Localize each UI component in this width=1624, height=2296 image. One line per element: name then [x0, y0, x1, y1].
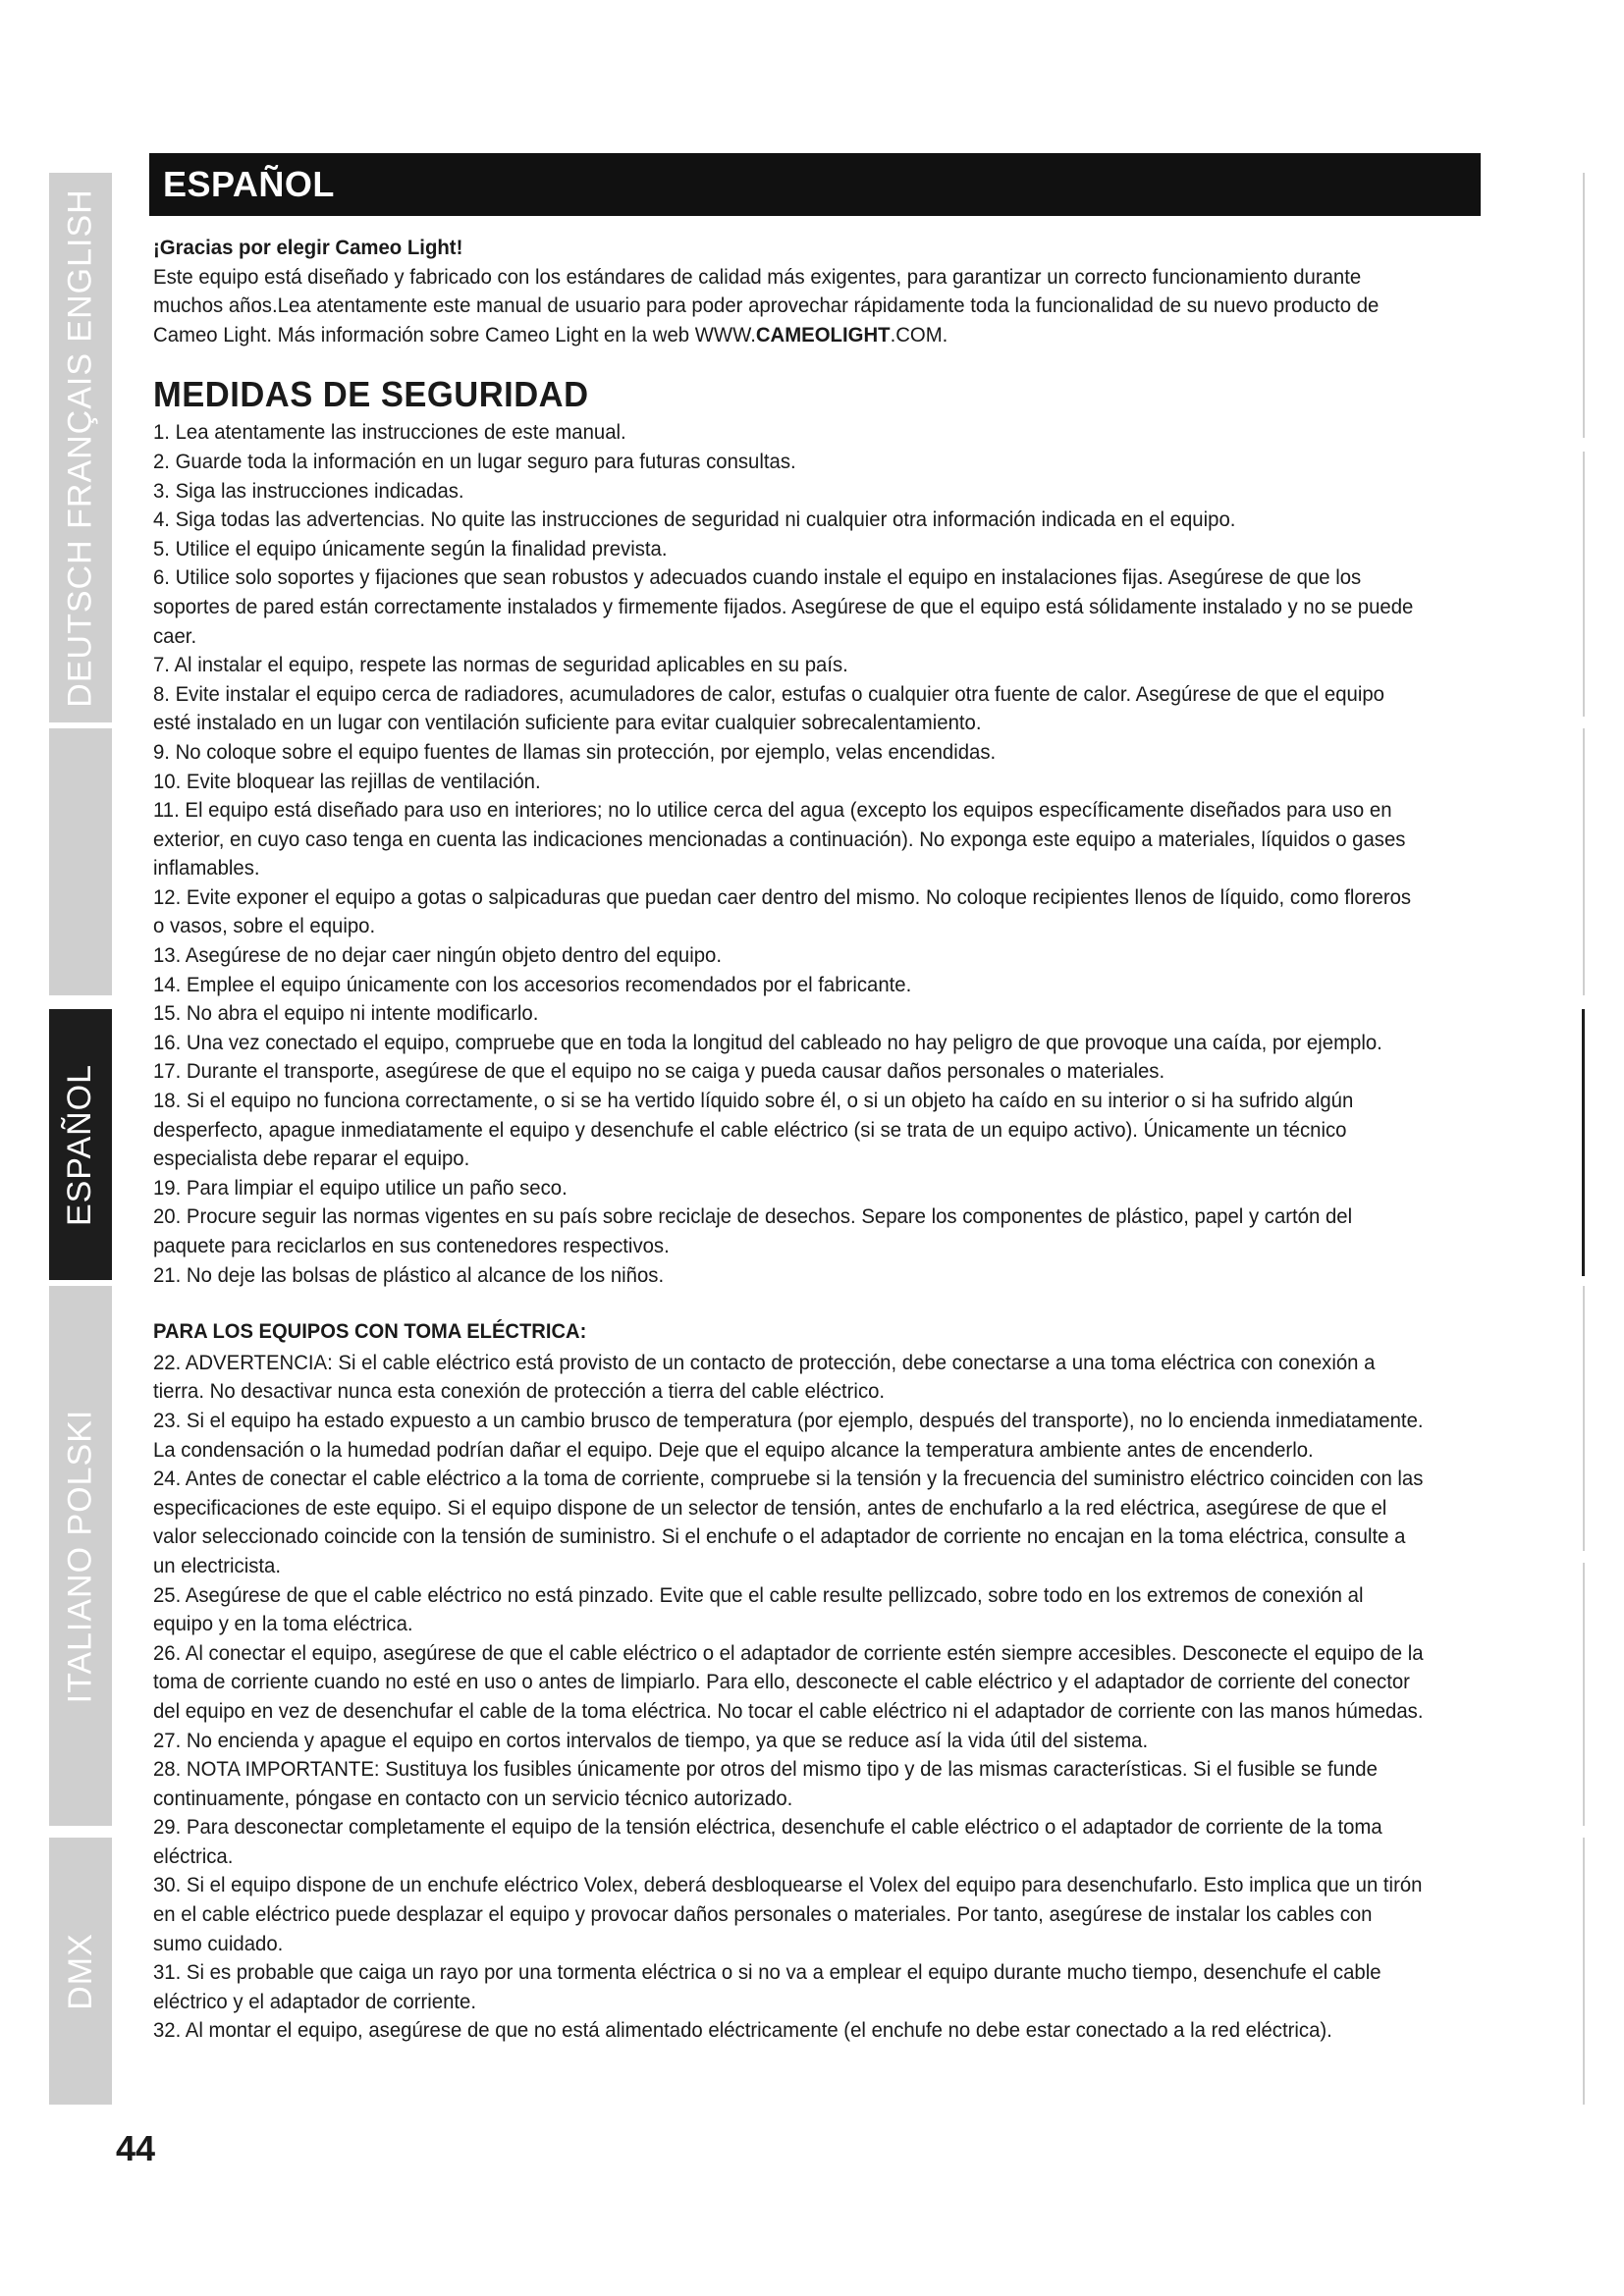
- side-tab-italiano-polski[interactable]: [49, 1286, 112, 1826]
- list-item: 4. Siga todas las advertencias. No quite las instrucciones de seguridad ni cualquier otra información indicada en el equipo.: [153, 508, 1236, 532]
- list-item: 20. Procure seguir las normas vigentes en su país sobre reciclaje de desechos. Separe los componentes de plástico, papel y cartón del paquete para reciclarlos en sus contenedores respectivos.: [153, 1205, 1353, 1257]
- list-item: 7. Al instalar el equipo, respete las normas de seguridad aplicables en su país.: [153, 654, 848, 677]
- right-index-line: [1583, 1838, 1585, 2105]
- list-item: 21. No deje las bolsas de plástico al alcance de los niños.: [153, 1263, 665, 1287]
- list-item: 6. Utilice solo soportes y fijaciones que sean robustos y adecuados cuando instale el equipo en instalaciones fijas. Asegúrese de que los soportes de pared están correctamente instalados y firmemente fijados. Asegúrese de que el equipo está sólidamente instalado y no se puede caer.: [153, 566, 1414, 648]
- list-item: 31. Si es probable que caiga un rayo por una tormenta eléctrica o si no va a emplear el equipo durante mucho tiempo, desenchufe el cable eléctrico y el adaptador de corriente.: [153, 1961, 1381, 2013]
- right-index-line: [1583, 452, 1585, 717]
- list-item: 19. Para limpiar el equipo utilice un paño seco.: [153, 1176, 568, 1200]
- safety-list: [153, 418, 1426, 1290]
- right-index-line: [1583, 728, 1585, 995]
- list-item: 11. El equipo está diseñado para uso en interiores; no lo utilice cerca del agua (excepto los equipos específicamente diseñados para uso en exterior, en cuyo caso tenga en cuenta las indicaciones mencionadas a continuación). No exponga este equipo a materiales, líquidos o gases inflamables.: [153, 799, 1406, 881]
- list-item: 8. Evite instalar el equipo cerca de radiadores, acumuladores de calor, estufas o cualquier otra fuente de calor. Asegúrese de que el equipo esté instalado en un lugar con ventilación suficiente para evitar cualquier sobrecalentamiento.: [153, 682, 1384, 735]
- section-header-title: ESPAÑOL: [163, 164, 335, 204]
- intro-text-end: .COM.: [890, 323, 948, 347]
- list-item: 23. Si el equipo ha estado expuesto a un cambio brusco de temperatura (por ejemplo, después del transporte), no lo encienda inmediatamente. La condensación o la humedad podrían dañar el equipo. Deje que el equipo alcance la temperatura ambiente antes de encenderlo.: [153, 1409, 1424, 1462]
- list-item: 26. Al conectar el equipo, asegúrese de que el cable eléctrico o el adaptador de corriente estén siempre accesibles. Desconecte el equipo de la toma de corriente cuando no esté en uso o antes de limpiarlo. Para ello, desconecte el cable eléctrico y el adaptador de corriente del conector del equipo en vez de desenchufar el cable de la toma eléctrica. No tocar el cable eléctrico ni el adaptador de corriente con las manos húmedas.: [153, 1641, 1424, 1723]
- side-tab-label: ESPAÑOL: [61, 1063, 99, 1226]
- safety-title: MEDIDAS DE SEGURIDAD: [153, 374, 589, 415]
- list-item: 12. Evite exponer el equipo a gotas o salpicaduras que puedan caer dentro del mismo. No coloque recipientes llenos de líquido, como floreros o vasos, sobre el equipo.: [153, 885, 1412, 938]
- list-item: 18. Si el equipo no funciona correctamente, o si se ha vertido líquido sobre él, o si un objeto ha caído en su interior o si ha sufrido algún desperfecto, apague inmediatamente el equipo y desenchufe el cable eléctrico (si se trata de un equipo activo). Únicamente un técnico especialista debe reparar el equipo.: [153, 1090, 1354, 1171]
- intro-paragraph: [153, 263, 1426, 350]
- right-index-line: [1583, 1563, 1585, 1826]
- greeting: ¡Gracias por elegir Cameo Light!: [153, 237, 463, 259]
- intro-text: Este equipo está diseñado y fabricado con los estándares de calidad más exigentes, para garantizar un correcto funcionamiento durante muchos años.Lea atentamente este manual de usuario para poder aprovechar rápidamente toda la funcionalidad de su nuevo producto de Cameo Light. Más información sobre Cameo Light en la web WWW.: [153, 265, 1380, 347]
- right-index-line: [1583, 173, 1585, 438]
- list-item: 1. Lea atentamente las instrucciones de este manual.: [153, 421, 626, 445]
- list-item: 5. Utilice el equipo únicamente según la finalidad prevista.: [153, 537, 668, 561]
- list-item: 16. Una vez conectado el equipo, compruebe que en toda la longitud del cableado no hay peligro de que provoque una caída, por ejemplo.: [153, 1031, 1382, 1054]
- main-content: [153, 234, 1426, 2046]
- list-item: 24. Antes de conectar el cable eléctrico a la toma de corriente, compruebe si la tensión y la frecuencia del suministro eléctrico coinciden con las especificaciones de este equipo. Si el equipo dispone de un selector de tensión, antes de enchufarlo a la red eléctrica, asegúrese de que el valor seleccionado coincide con la tensión de suministro. Si el enchufe o el adaptador de corriente no encajan en la toma eléctrica, consulte a un electricista.: [153, 1468, 1424, 1577]
- electrical-title: PARA LOS EQUIPOS CON TOMA ELÉCTRICA:: [153, 1320, 587, 1344]
- electrical-list: [153, 1349, 1426, 2046]
- list-item: 32. Al montar el equipo, asegúrese de que no está alimentado eléctricamente (el enchufe no debe estar conectado a la red eléctrica).: [153, 2019, 1332, 2043]
- brand-name: CAMEOLIGHT: [755, 323, 891, 347]
- list-item: 30. Si el equipo dispone de un enchufe eléctrico Volex, deberá desbloquearse el Volex del equipo para desenchufarlo. Esto implica que un tirón en el cable eléctrico puede desplazar el equipo y provocar daños personales o materiales. Por tanto, asegúrese de instalar los cables con sumo cuidado.: [153, 1874, 1423, 1955]
- list-item: 2. Guarde toda la información en un lugar seguro para futuras consultas.: [153, 450, 796, 473]
- list-item: 25. Asegúrese de que el cable eléctrico no está pinzado. Evite que el cable resulte pellizcado, sobre todo en los extremos de conexión al equipo y en la toma eléctrica.: [153, 1583, 1364, 1636]
- side-tab-deutsch-francais-english[interactable]: [49, 173, 112, 722]
- side-tab-label: DEUTSCH FRANÇAIS ENGLISH: [61, 187, 99, 708]
- side-tab-espanol[interactable]: [49, 1009, 112, 1280]
- list-item: 13. Asegúrese de no dejar caer ningún objeto dentro del equipo.: [153, 944, 722, 968]
- list-item: 14. Emplee el equipo únicamente con los accesorios recomendados por el fabricante.: [153, 973, 912, 996]
- list-item: 15. No abra el equipo ni intente modificarlo.: [153, 1002, 539, 1026]
- right-index-line-active: [1582, 1009, 1585, 1276]
- section-header-bar: [149, 153, 1481, 216]
- list-item: 9. No coloque sobre el equipo fuentes de llamas sin protección, por ejemplo, velas encendidas.: [153, 740, 997, 764]
- list-item: 3. Siga las instrucciones indicadas.: [153, 479, 464, 503]
- list-item: 10. Evite bloquear las rejillas de ventilación.: [153, 770, 541, 793]
- side-tab-dmx[interactable]: [49, 1838, 112, 2105]
- side-tab-blank[interactable]: [49, 728, 112, 995]
- page-number: 44: [116, 2128, 156, 2168]
- list-item: 28. NOTA IMPORTANTE: Sustituya los fusibles únicamente por otros del mismo tipo y de las mismas características. Si el fusible se funde continuamente, póngase en contacto con un servicio técnico autorizado.: [153, 1758, 1378, 1810]
- side-tab-label: ITALIANO POLSKI: [61, 1409, 99, 1703]
- side-tab-label: DMX: [61, 1932, 99, 2010]
- right-index-line: [1583, 1286, 1585, 1551]
- list-item: 17. Durante el transporte, asegúrese de que el equipo no se caiga y pueda causar daños personales o materiales.: [153, 1060, 1165, 1084]
- list-item: 22. ADVERTENCIA: Si el cable eléctrico está provisto de un contacto de protección, debe conectarse a una toma eléctrica con conexión a tierra. No desactivar nunca esta conexión de protección a tierra del cable eléctrico.: [153, 1351, 1376, 1404]
- list-item: 27. No encienda y apague el equipo en cortos intervalos de tiempo, ya que se reduce así la vida útil del sistema.: [153, 1729, 1149, 1752]
- list-item: 29. Para desconectar completamente el equipo de la tensión eléctrica, desenchufe el cable eléctrico o el adaptador de corriente de la toma eléctrica.: [153, 1816, 1382, 1868]
